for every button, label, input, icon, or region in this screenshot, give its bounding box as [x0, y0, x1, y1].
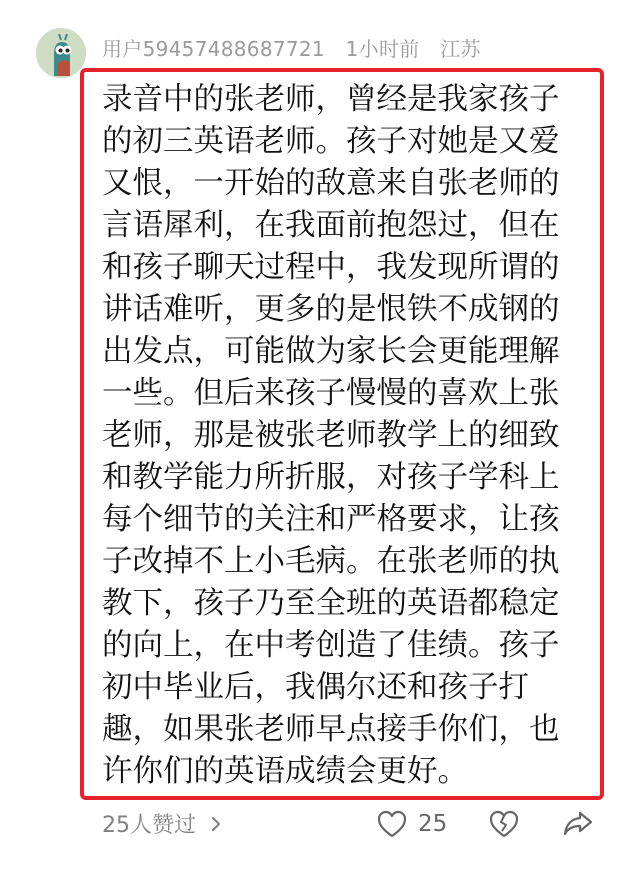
- comment-line: 出发点，可能做为家长会更能理解: [102, 334, 560, 369]
- timestamp: 1小时前: [345, 37, 420, 61]
- comment-line: 言语犀利，在我面前抱怨过，但在: [102, 208, 560, 243]
- chevron-right-icon: [209, 815, 223, 833]
- likes-text: 25人赞过: [102, 813, 196, 838]
- avatar-image: [36, 28, 86, 78]
- comment-line: 和教学能力所折服，对孩子学科上: [102, 460, 560, 495]
- comment-line: 许你们的英语成绩会更好。: [102, 754, 468, 789]
- comment-meta: [102, 33, 495, 62]
- location: 江苏: [440, 37, 481, 61]
- comment-line: 子改掉不上小毛病。在张老师的执: [102, 544, 560, 579]
- comment-line: 趣，如果张老师早点接手你们，也: [102, 712, 560, 747]
- comment-line: 教下，孩子乃至全班的英语都稳定: [102, 586, 560, 621]
- share-icon: [562, 809, 594, 839]
- avatar[interactable]: [36, 28, 86, 78]
- comment-line: 和孩子聊天过程中，我发现所谓的: [102, 250, 560, 285]
- dislike-button[interactable]: [488, 806, 520, 842]
- like-button[interactable]: [376, 806, 447, 842]
- heart-icon: [376, 809, 408, 839]
- like-count: 25: [418, 811, 448, 837]
- comment-line: 讲话难听，更多的是恨铁不成钢的: [102, 292, 560, 327]
- broken-heart-icon: [488, 809, 520, 839]
- comment-line: 每个细节的关注和严格要求，让孩: [102, 502, 560, 537]
- liked-by-link[interactable]: [102, 808, 223, 839]
- username[interactable]: 用户59457488687721: [102, 37, 325, 61]
- share-button[interactable]: [562, 806, 594, 842]
- comment-text: [102, 79, 602, 793]
- comment-line: 一些。但后来孩子慢慢的喜欢上张: [102, 376, 560, 411]
- comment-line: 老师，那是被张老师教学上的细致: [102, 418, 560, 453]
- comment-line: 初中毕业后，我偶尔还和孩子打: [102, 670, 529, 705]
- comment-line: 又恨，一开始的敌意来自张老师的: [102, 166, 560, 201]
- comment-line: 的初三英语老师。孩子对她是又爱: [102, 124, 560, 159]
- comment-line: 录音中的张老师，曾经是我家孩子: [102, 82, 560, 117]
- comment-line: 的向上，在中考创造了佳绩。孩子: [102, 628, 560, 663]
